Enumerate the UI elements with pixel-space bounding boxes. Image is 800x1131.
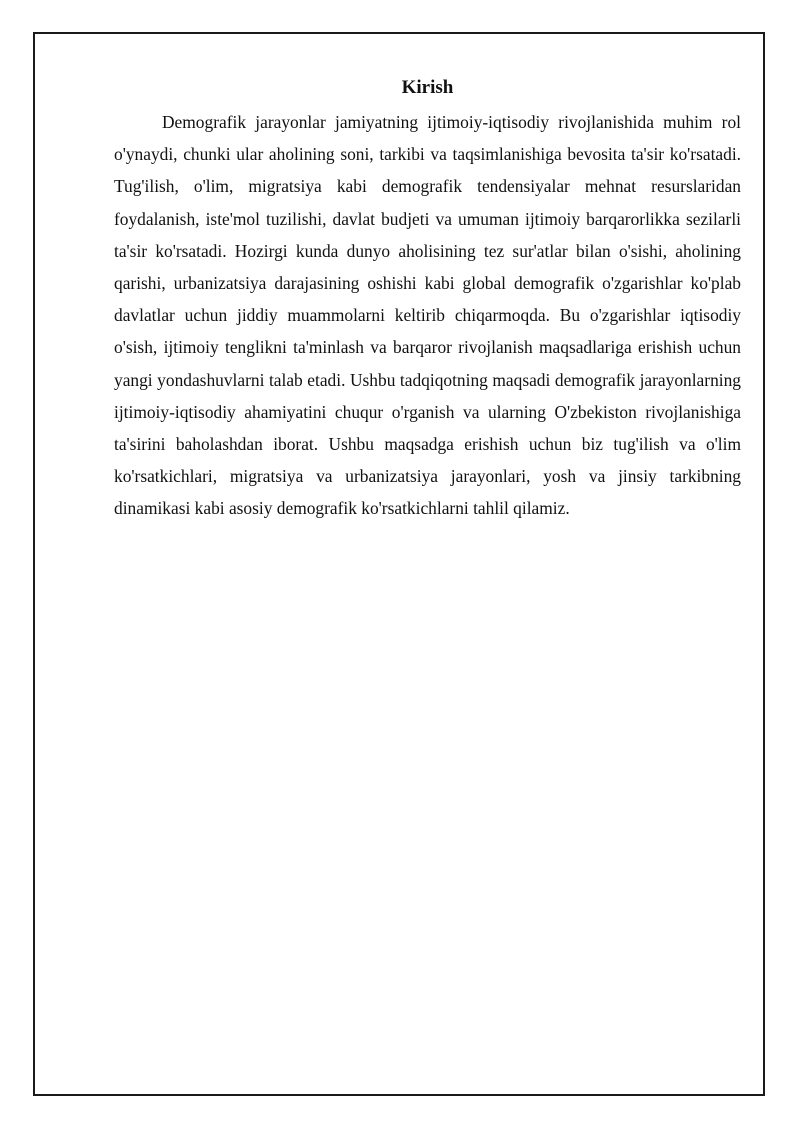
document-content xyxy=(114,74,741,525)
page-title: Kirish xyxy=(401,77,454,98)
body-paragraph: Demografik jarayonlar jamiyatning ijtimoiy-iqtisodiy rivojlanishida muhim rol o'ynaydi, chunki ular aholining soni, tarkibi va taqsimlanishiga bevosita ta'sir ko'rsatadi. Tug'ilish, o'lim, migratsiya kabi demografik tendensiyalar mehnat resurslaridan foydalanish, iste'mol tuzilishi, davlat budjeti va umuman ijtimoiy barqarorlikka sezilarli ta'sir ko'rsatadi. Hozirgi kunda dunyo aholisining tez sur'atlar bilan o'sishi, aholining qarishi, urbanizatsiya darajasining oshishi kabi global demografik o'zgarishlar ko'plab davlatlar uchun jiddiy muammolarni keltirib chiqarmoqda. Bu o'zgarishlar iqtisodiy o'sish, ijtimoiy tenglikni ta'minlash va barqaror rivojlanish maqsadlariga erishish uchun yangi yondashuvlarni talab etadi. Ushbu tadqiqotning maqsadi demografik jarayonlarning ijtimoiy-iqtisodiy ahamiyatini chuqur o'rganish va ularning O'zbekiston rivojlanishiga ta'sirini baholashdan iborat. Ushbu maqsadga erishish uchun biz tug'ilish va o'lim ko'rsatkichlari, migratsiya va urbanizatsiya jarayonlari, yosh va jinsiy tarkibning dinamikasi kabi asosiy demografik ko'rsatkichlarni tahlil qilamiz. xyxy=(114,112,741,519)
